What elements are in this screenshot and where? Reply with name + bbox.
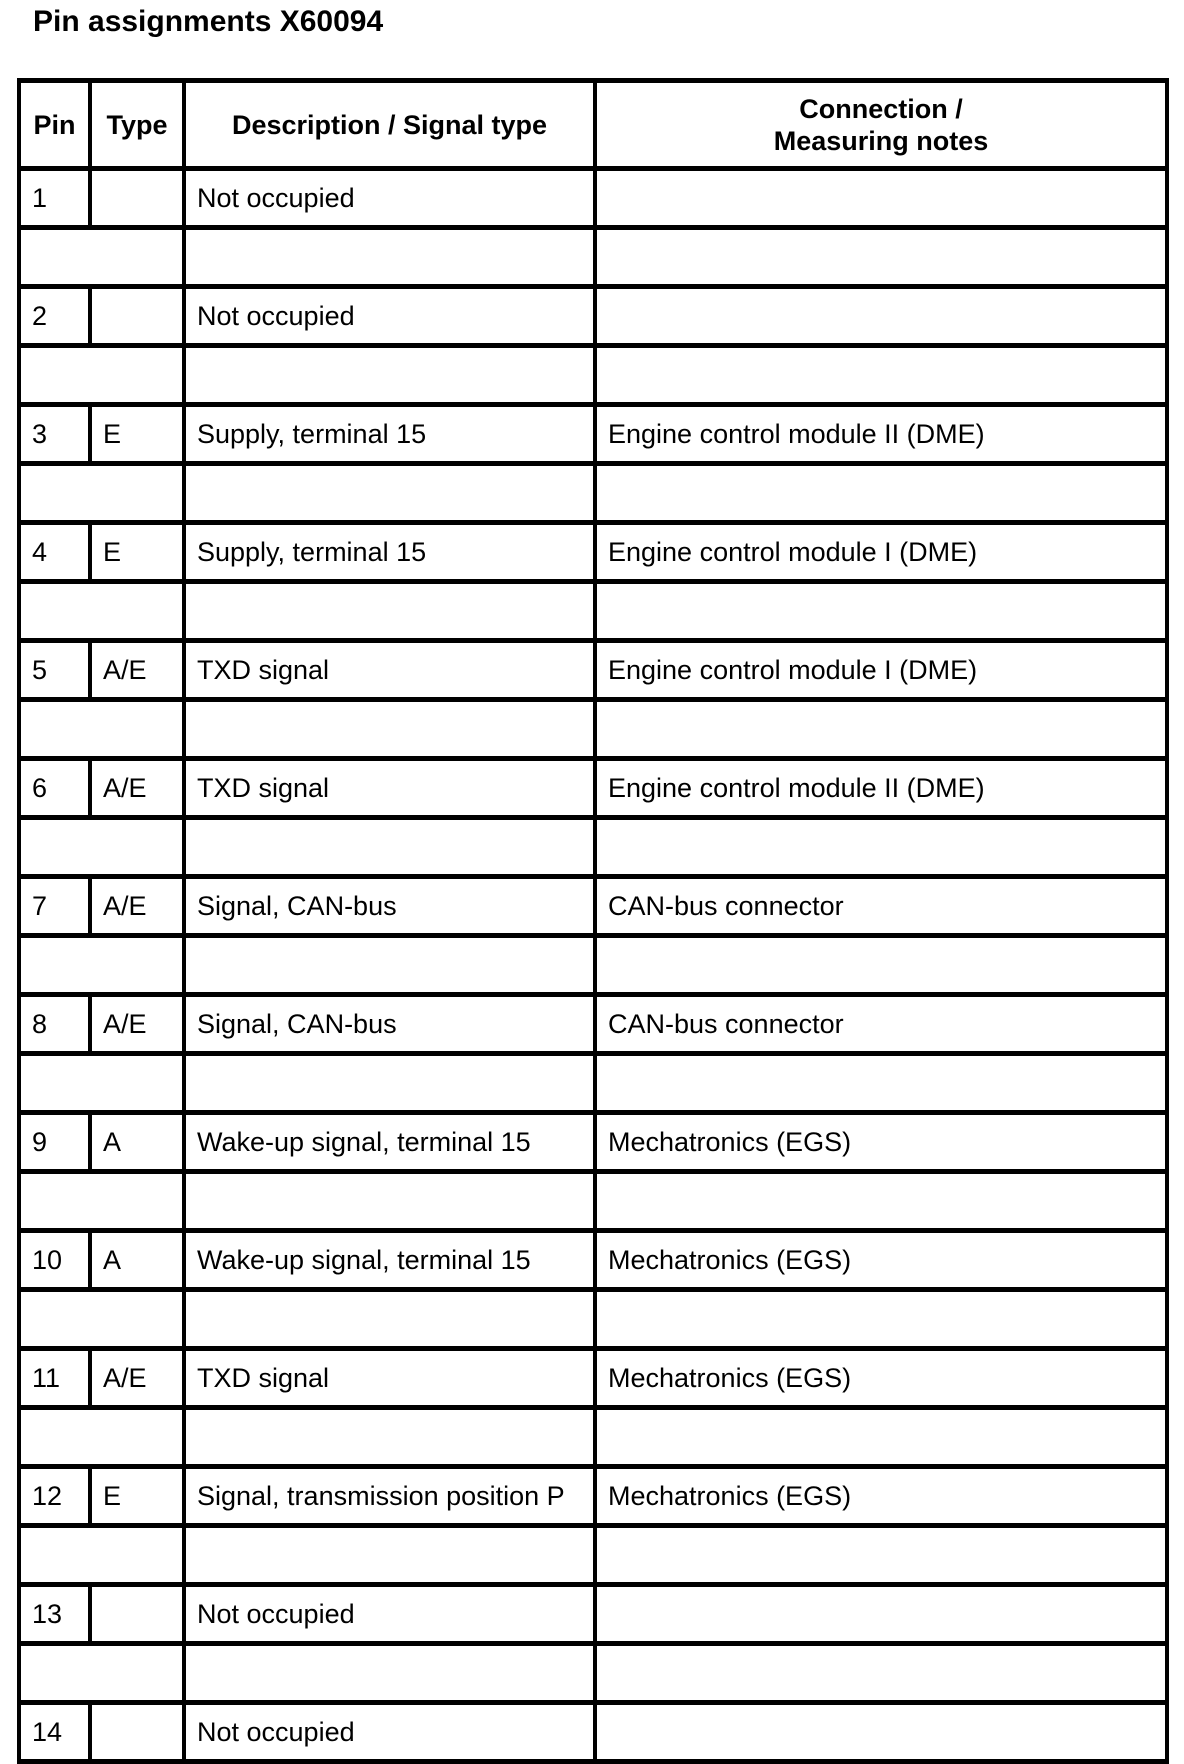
cell-description: TXD signal [184, 641, 595, 700]
spacer-cell-description [184, 1408, 595, 1467]
spacer-cell-description [184, 936, 595, 995]
spacer-cell-connection [595, 700, 1167, 759]
cell-connection [595, 1585, 1167, 1644]
spacer-row [19, 1408, 1167, 1467]
cell-description: Not occupied [184, 1585, 595, 1644]
cell-type [90, 1703, 184, 1762]
header-connection-line2: Measuring notes [773, 125, 989, 156]
spacer-cell-pin-type [19, 818, 184, 877]
spacer-cell-pin-type [19, 1172, 184, 1231]
cell-description: Wake-up signal, terminal 15 [184, 1231, 595, 1290]
cell-connection: Engine control module II (DME) [595, 759, 1167, 818]
spacer-cell-pin-type [19, 1408, 184, 1467]
cell-type: A/E [90, 995, 184, 1054]
cell-type: E [90, 523, 184, 582]
spacer-cell-pin-type [19, 582, 184, 641]
cell-type: A/E [90, 759, 184, 818]
cell-pin: 14 [19, 1703, 90, 1762]
cell-pin: 2 [19, 287, 90, 346]
spacer-row [19, 464, 1167, 523]
spacer-cell-connection [595, 1526, 1167, 1585]
cell-description: Signal, CAN-bus [184, 995, 595, 1054]
cell-description: TXD signal [184, 759, 595, 818]
spacer-cell-connection [595, 936, 1167, 995]
cell-connection [595, 169, 1167, 228]
cell-description: Supply, terminal 15 [184, 405, 595, 464]
spacer-cell-description [184, 1172, 595, 1231]
spacer-row [19, 346, 1167, 405]
spacer-cell-connection [595, 1408, 1167, 1467]
table-row [19, 1703, 1167, 1762]
spacer-cell-pin-type [19, 1054, 184, 1113]
cell-description: Not occupied [184, 169, 595, 228]
cell-connection: Mechatronics (EGS) [595, 1113, 1167, 1172]
cell-pin: 10 [19, 1231, 90, 1290]
spacer-row [19, 700, 1167, 759]
spacer-row [19, 1054, 1167, 1113]
spacer-cell-pin-type [19, 936, 184, 995]
table-row [19, 169, 1167, 228]
table-row [19, 641, 1167, 700]
cell-description: Supply, terminal 15 [184, 523, 595, 582]
spacer-cell-description [184, 346, 595, 405]
table-row [19, 1231, 1167, 1290]
spacer-cell-description [184, 1290, 595, 1349]
spacer-row [19, 1644, 1167, 1703]
spacer-cell-pin-type [19, 1290, 184, 1349]
spacer-cell-pin-type [19, 1526, 184, 1585]
cell-description: Not occupied [184, 287, 595, 346]
cell-type [90, 287, 184, 346]
cell-type: A [90, 1113, 184, 1172]
spacer-cell-description [184, 818, 595, 877]
cell-connection: Engine control module I (DME) [595, 641, 1167, 700]
table-row [19, 877, 1167, 936]
spacer-cell-description [184, 1054, 595, 1113]
header-type: Type [90, 81, 184, 169]
spacer-cell-description [184, 1644, 595, 1703]
header-pin: Pin [19, 81, 90, 169]
cell-pin: 12 [19, 1467, 90, 1526]
spacer-cell-description [184, 1526, 595, 1585]
cell-pin: 13 [19, 1585, 90, 1644]
cell-type: E [90, 1467, 184, 1526]
cell-description: Signal, CAN-bus [184, 877, 595, 936]
spacer-cell-connection [595, 1054, 1167, 1113]
cell-connection: Mechatronics (EGS) [595, 1231, 1167, 1290]
table-row [19, 759, 1167, 818]
cell-type: A/E [90, 641, 184, 700]
cell-pin: 11 [19, 1349, 90, 1408]
spacer-cell-connection [595, 228, 1167, 287]
cell-connection: Engine control module II (DME) [595, 405, 1167, 464]
cell-description: Not occupied [184, 1703, 595, 1762]
pin-assignment-table [17, 78, 1169, 1764]
spacer-cell-pin-type [19, 700, 184, 759]
spacer-cell-description [184, 464, 595, 523]
cell-type: A/E [90, 1349, 184, 1408]
table-row [19, 1585, 1167, 1644]
spacer-row [19, 936, 1167, 995]
cell-connection: Engine control module I (DME) [595, 523, 1167, 582]
spacer-cell-connection [595, 582, 1167, 641]
spacer-cell-connection [595, 1290, 1167, 1349]
spacer-cell-connection [595, 818, 1167, 877]
table-row [19, 287, 1167, 346]
table-row [19, 523, 1167, 582]
spacer-row [19, 1290, 1167, 1349]
cell-connection: CAN-bus connector [595, 995, 1167, 1054]
spacer-row [19, 818, 1167, 877]
cell-pin: 4 [19, 523, 90, 582]
spacer-cell-pin-type [19, 464, 184, 523]
cell-type: E [90, 405, 184, 464]
spacer-cell-connection [595, 346, 1167, 405]
spacer-row [19, 1172, 1167, 1231]
cell-type [90, 1585, 184, 1644]
table-row [19, 1113, 1167, 1172]
table-row [19, 1467, 1167, 1526]
table-row [19, 405, 1167, 464]
spacer-cell-connection [595, 1644, 1167, 1703]
cell-connection: CAN-bus connector [595, 877, 1167, 936]
cell-connection [595, 1703, 1167, 1762]
cell-pin: 6 [19, 759, 90, 818]
header-connection [595, 81, 1167, 169]
header-description: Description / Signal type [184, 81, 595, 169]
spacer-cell-pin-type [19, 228, 184, 287]
spacer-cell-description [184, 700, 595, 759]
table-row [19, 1349, 1167, 1408]
header-connection-line1: Connection / [799, 93, 963, 124]
spacer-cell-pin-type [19, 346, 184, 405]
spacer-row [19, 1526, 1167, 1585]
cell-description: Signal, transmission position P [184, 1467, 595, 1526]
spacer-cell-connection [595, 1172, 1167, 1231]
cell-connection: Mechatronics (EGS) [595, 1467, 1167, 1526]
table-row [19, 995, 1167, 1054]
cell-type: A/E [90, 877, 184, 936]
cell-type [90, 169, 184, 228]
cell-type: A [90, 1231, 184, 1290]
spacer-cell-pin-type [19, 1644, 184, 1703]
cell-pin: 1 [19, 169, 90, 228]
spacer-cell-description [184, 228, 595, 287]
cell-description: TXD signal [184, 1349, 595, 1408]
cell-pin: 9 [19, 1113, 90, 1172]
spacer-row [19, 228, 1167, 287]
cell-pin: 3 [19, 405, 90, 464]
spacer-cell-connection [595, 464, 1167, 523]
cell-description: Wake-up signal, terminal 15 [184, 1113, 595, 1172]
table-header-row [19, 81, 1167, 169]
table-body [19, 169, 1167, 1762]
cell-connection [595, 287, 1167, 346]
page-title: Pin assignments X60094 [33, 5, 384, 38]
cell-pin: 8 [19, 995, 90, 1054]
spacer-row [19, 582, 1167, 641]
cell-pin: 7 [19, 877, 90, 936]
cell-connection: Mechatronics (EGS) [595, 1349, 1167, 1408]
cell-pin: 5 [19, 641, 90, 700]
spacer-cell-description [184, 582, 595, 641]
